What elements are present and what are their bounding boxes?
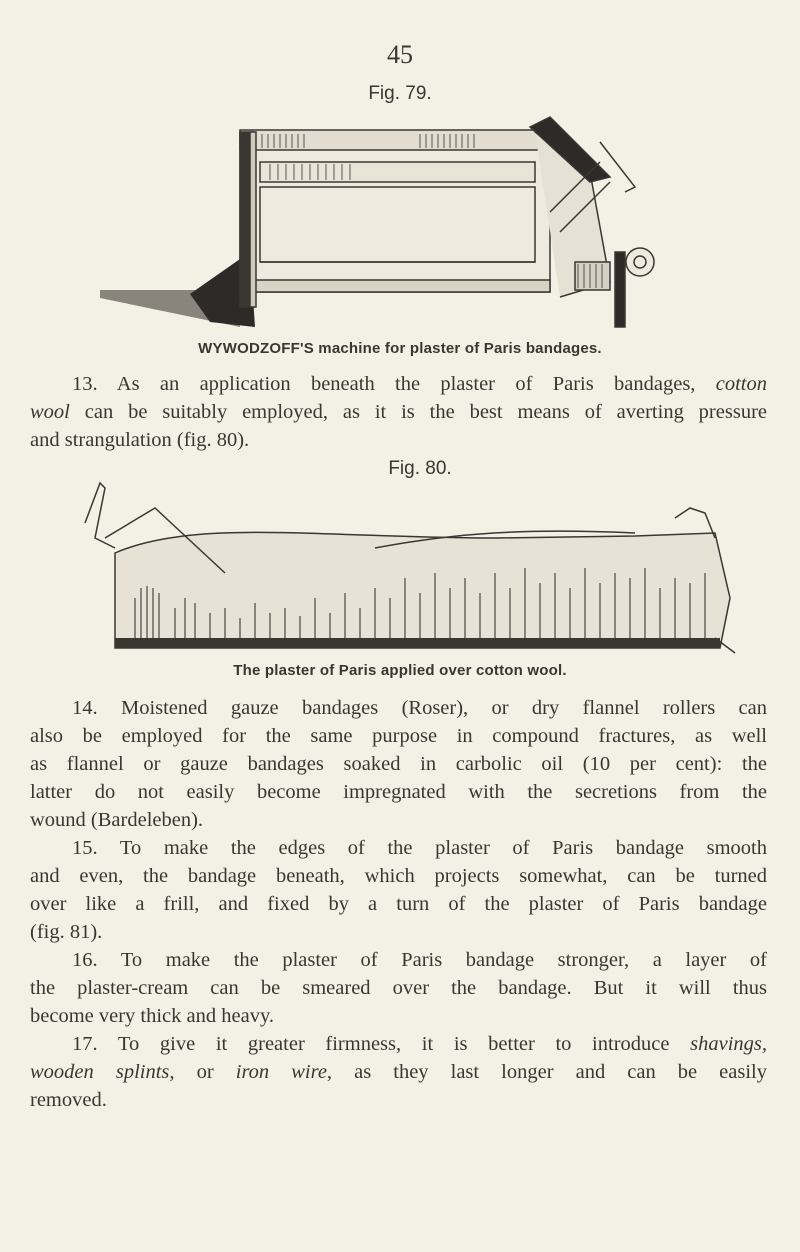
para13-italic-cotton: cotton bbox=[715, 373, 767, 395]
para16-line2: the plaster-cream can be smeared over the bandage. But it will thus bbox=[30, 977, 767, 999]
para17-or: or bbox=[196, 1061, 214, 1083]
para17-line3: removed. bbox=[30, 1089, 107, 1111]
leg-in-plaster-cast-illustration bbox=[75, 478, 745, 658]
para16-line3: become very thick and heavy. bbox=[30, 1005, 274, 1027]
para13-line3: and strangulation (fig. 80). bbox=[30, 429, 250, 451]
para15-line3: over like a frill, and fixed by a turn of the plaster of Paris bandage bbox=[30, 893, 767, 915]
para15-line1: 15. To make the edges of the plaster of Paris bandage smooth bbox=[72, 837, 767, 859]
figure-80-label: Fig. 80. bbox=[388, 458, 452, 479]
para14-line4: latter do not easily become impregnated with the secretions from the bbox=[30, 781, 767, 803]
para14-line3: as flannel or gauze bandages soaked in carbolic oil (10 per cent): the bbox=[30, 753, 767, 775]
para16-line1: 16. To make the plaster of Paris bandage stronger, a layer of bbox=[72, 949, 767, 971]
paragraph-14 bbox=[30, 694, 767, 834]
para14-line1: 14. Moistened gauze bandages (Roser), or dry flannel rollers can bbox=[72, 697, 767, 719]
para17-line2: , as they last longer and can be easily bbox=[326, 1061, 768, 1083]
page-number: 45 bbox=[387, 40, 413, 69]
figure-79-label: Fig. 79. bbox=[368, 83, 432, 104]
para17-line1: 17. To give it greater firmness, it is better to introduce bbox=[72, 1033, 670, 1055]
para17-italic-shavings: shavings, bbox=[690, 1033, 767, 1055]
para15-line4: (fig. 81). bbox=[30, 921, 103, 943]
figure-79-caption: WYWODZOFF'S machine for plaster of Paris bandages. bbox=[198, 340, 602, 357]
para13-italic-wool: wool bbox=[30, 401, 70, 423]
paragraph-17 bbox=[30, 1030, 767, 1114]
para17-italic-wooden-splints: wooden splints, bbox=[30, 1061, 175, 1083]
para14-line2: also be employed for the same purpose in compound fractures, as well bbox=[30, 725, 767, 747]
figure-80-caption: The plaster of Paris applied over cotton wool. bbox=[233, 662, 567, 679]
para13-line2: can be suitably employed, as it is the best means of averting pressure bbox=[84, 401, 767, 423]
para15-line2: and even, the bandage beneath, which projects somewhat, can be turned bbox=[30, 865, 767, 887]
para14-line5: wound (Bardeleben). bbox=[30, 809, 204, 831]
paragraph-13 bbox=[30, 370, 767, 454]
para13-line1: 13. As an application beneath the plaster of Paris bandages, bbox=[72, 373, 696, 395]
plaster-bandage-machine-illustration bbox=[90, 112, 720, 337]
paragraph-15 bbox=[30, 834, 767, 946]
para17-italic-iron-wire: iron wire bbox=[235, 1061, 327, 1083]
paragraph-16 bbox=[30, 946, 767, 1030]
